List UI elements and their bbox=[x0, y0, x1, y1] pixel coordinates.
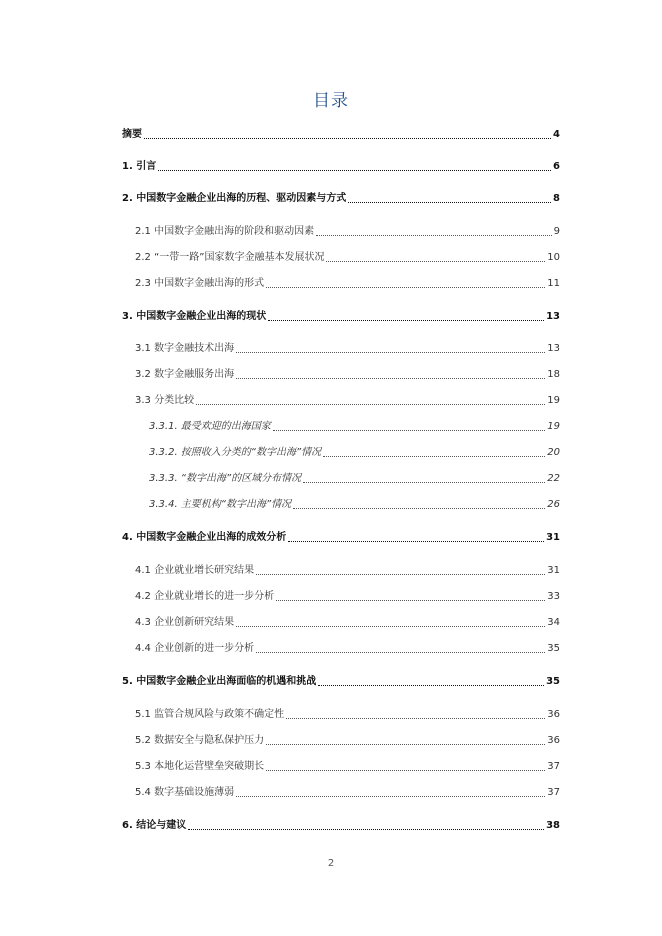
toc-entry-page: 34 bbox=[547, 617, 560, 628]
toc-entry-section-3-2[interactable] bbox=[135, 367, 560, 383]
toc-entry-page: 10 bbox=[547, 252, 560, 263]
dot-leader bbox=[268, 309, 544, 321]
toc-entry-section-4-3[interactable] bbox=[135, 615, 560, 631]
toc-entry-page: 33 bbox=[547, 591, 560, 602]
toc-entry-page: 22 bbox=[547, 473, 560, 484]
dot-leader bbox=[236, 341, 545, 353]
toc-entry-page: 8 bbox=[553, 193, 560, 204]
dot-leader bbox=[196, 393, 545, 405]
dot-leader bbox=[236, 367, 545, 379]
dot-leader bbox=[256, 563, 545, 575]
toc-entry-page: 9 bbox=[553, 226, 560, 237]
toc-entry-label: 4.3 企业创新研究结果 bbox=[135, 617, 235, 628]
dot-leader bbox=[316, 224, 552, 236]
dot-leader bbox=[276, 589, 545, 601]
toc-entry-label: 3.2 数字金融服务出海 bbox=[135, 369, 235, 380]
toc-entry-section-4-4[interactable] bbox=[135, 641, 560, 657]
toc-entry-label: 3.1 数字金融技术出海 bbox=[135, 343, 235, 354]
dot-leader bbox=[158, 159, 551, 171]
page-number: 2 bbox=[327, 858, 335, 869]
toc-entry-page: 13 bbox=[547, 343, 560, 354]
toc-entry-section-5-1[interactable] bbox=[135, 707, 560, 723]
toc-entry-page: 18 bbox=[547, 369, 560, 380]
dot-leader bbox=[144, 127, 551, 139]
toc-entry-section-5-2[interactable] bbox=[135, 733, 560, 749]
toc-entry-label: 4. 中国数字金融企业出海的成效分析 bbox=[122, 532, 287, 543]
dot-leader bbox=[303, 471, 545, 483]
toc-entry-label: 5. 中国数字金融企业出海面临的机遇和挑战 bbox=[122, 676, 317, 687]
toc-entry-subsection-3-3-4[interactable] bbox=[149, 497, 560, 513]
toc-entry-page: 35 bbox=[547, 643, 560, 654]
toc-entry-page: 26 bbox=[547, 499, 560, 510]
toc-entry-section-3-3[interactable] bbox=[135, 393, 560, 409]
toc-entry-label: 3.3.1. 最受欢迎的出海国家 bbox=[149, 421, 271, 432]
toc-entry-page: 31 bbox=[546, 532, 560, 543]
dot-leader bbox=[288, 530, 544, 542]
dot-leader bbox=[326, 250, 545, 262]
dot-leader bbox=[256, 641, 545, 653]
toc-entry-label: 5.3 本地化运营壁垒突破期长 bbox=[135, 761, 265, 772]
toc-entry-section-2-3[interactable] bbox=[135, 276, 560, 292]
toc-entry-page: 4 bbox=[553, 129, 560, 140]
toc-entry-page: 13 bbox=[546, 311, 560, 322]
toc-entry-label: 3.3.4. 主要机构“数字出海”情况 bbox=[149, 499, 292, 510]
toc-entry-section-3-1[interactable] bbox=[135, 341, 560, 357]
dot-leader bbox=[188, 818, 544, 830]
toc-entry-chapter-5[interactable] bbox=[122, 674, 560, 690]
toc-entry-label: 5.2 数据安全与隐私保护压力 bbox=[135, 735, 265, 746]
dot-leader bbox=[318, 674, 544, 686]
toc-entry-page: 20 bbox=[547, 447, 560, 458]
toc-title: 目录 bbox=[313, 91, 349, 111]
toc-entry-page: 31 bbox=[547, 565, 560, 576]
dot-leader bbox=[266, 759, 545, 771]
toc-entry-page: 6 bbox=[553, 161, 560, 172]
toc-entry-label: 2.2 “一带一路”国家数字金融基本发展状况 bbox=[135, 252, 325, 263]
dot-leader bbox=[266, 276, 545, 288]
toc-entry-label: 6. 结论与建议 bbox=[122, 820, 187, 831]
toc-entry-chapter-4[interactable] bbox=[122, 530, 560, 546]
toc-entry-label: 4.2 企业就业增长的进一步分析 bbox=[135, 591, 275, 602]
toc-entry-chapter-1[interactable] bbox=[122, 159, 560, 175]
toc-entry-page: 36 bbox=[547, 735, 560, 746]
toc-entry-subsection-3-3-3[interactable] bbox=[149, 471, 560, 487]
toc-entry-page: 35 bbox=[546, 676, 560, 687]
toc-entry-page: 36 bbox=[547, 709, 560, 720]
toc-entry-subsection-3-3-2[interactable] bbox=[149, 445, 560, 461]
toc-entry-page: 37 bbox=[547, 787, 560, 798]
dot-leader bbox=[348, 191, 551, 203]
dot-leader bbox=[273, 419, 545, 431]
toc-entry-section-2-2[interactable] bbox=[135, 250, 560, 266]
dot-leader bbox=[323, 445, 545, 457]
toc-entry-label: 5.4 数字基础设施薄弱 bbox=[135, 787, 235, 798]
toc-entry-section-5-3[interactable] bbox=[135, 759, 560, 775]
toc-entry-section-5-4[interactable] bbox=[135, 785, 560, 801]
toc-entry-label: 4.4 企业创新的进一步分析 bbox=[135, 643, 255, 654]
toc-entry-label: 5.1 监管合规风险与政策不确定性 bbox=[135, 709, 285, 720]
dot-leader bbox=[236, 615, 545, 627]
toc-entry-section-2-1[interactable] bbox=[135, 224, 560, 240]
toc-entry-chapter-2[interactable] bbox=[122, 191, 560, 207]
toc-entry-page: 19 bbox=[547, 395, 560, 406]
toc-entry-label: 3.3.2. 按照收入分类的“数字出海”情况 bbox=[149, 447, 322, 458]
toc-entry-page: 19 bbox=[547, 421, 560, 432]
toc-entry-chapter-6[interactable] bbox=[122, 818, 560, 834]
toc-entry-page: 37 bbox=[547, 761, 560, 772]
toc-entry-label: 4.1 企业就业增长研究结果 bbox=[135, 565, 255, 576]
dot-leader bbox=[293, 497, 545, 509]
toc-entry-section-4-1[interactable] bbox=[135, 563, 560, 579]
toc-entry-abstract[interactable] bbox=[122, 127, 560, 143]
toc-entry-label: 摘要 bbox=[122, 129, 142, 140]
toc-entry-page: 38 bbox=[546, 820, 560, 831]
toc-entry-label: 3.3 分类比较 bbox=[135, 395, 195, 406]
toc-entry-label: 2. 中国数字金融企业出海的历程、驱动因素与方式 bbox=[122, 193, 347, 204]
toc-entry-page: 11 bbox=[547, 278, 560, 289]
toc-entry-label: 1. 引言 bbox=[122, 161, 157, 172]
dot-leader bbox=[236, 785, 545, 797]
toc-entry-subsection-3-3-1[interactable] bbox=[149, 419, 560, 435]
toc-entry-label: 2.1 中国数字金融出海的阶段和驱动因素 bbox=[135, 226, 315, 237]
dot-leader bbox=[286, 707, 545, 719]
dot-leader bbox=[266, 733, 545, 745]
toc-entry-label: 2.3 中国数字金融出海的形式 bbox=[135, 278, 265, 289]
toc-entry-label: 3. 中国数字金融企业出海的现状 bbox=[122, 311, 267, 322]
toc-entry-label: 3.3.3. “数字出海”的区域分布情况 bbox=[149, 473, 302, 484]
toc-entry-section-4-2[interactable] bbox=[135, 589, 560, 605]
toc-entry-chapter-3[interactable] bbox=[122, 309, 560, 325]
